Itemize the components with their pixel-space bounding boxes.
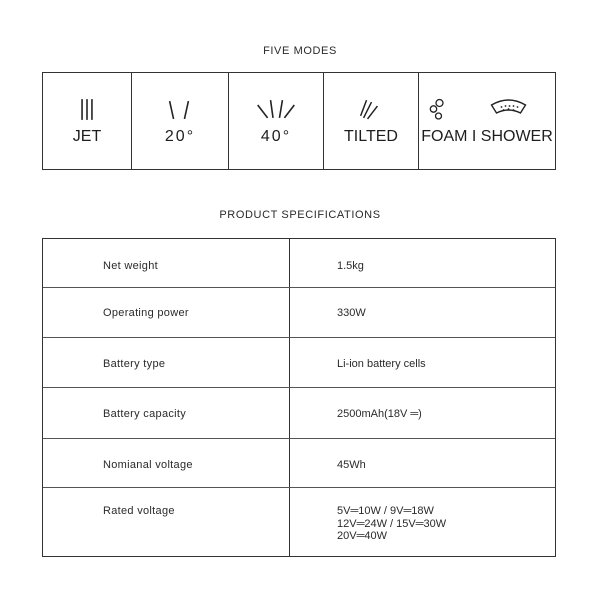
- row-divider: [43, 438, 555, 439]
- spec-value-line: 20V═40W: [337, 530, 387, 542]
- spec-key: Battery type: [103, 358, 166, 370]
- mode-tilted: [324, 73, 419, 169]
- spec-value: Li-ion battery cells: [337, 358, 426, 370]
- spec-value: [337, 505, 446, 543]
- jet-stream-icon: [43, 97, 131, 121]
- specifications-table: [42, 238, 556, 557]
- mode-20-degree: [132, 73, 229, 169]
- spec-value: 1.5kg: [337, 260, 364, 272]
- row-divider: [43, 387, 555, 388]
- mode-foam-shower-label: FOAM I SHOWER: [421, 128, 553, 145]
- mode-40-degree: [229, 73, 324, 169]
- spec-key: Battery capacity: [103, 408, 187, 420]
- fan-40-degree-icon: [229, 97, 323, 121]
- mode-40-degree-label: 40°: [260, 128, 292, 145]
- spec-key: Nomianal voltage: [103, 459, 193, 471]
- spec-value: 2500mAh(18V ═): [337, 408, 422, 420]
- mode-jet-label: JET: [72, 128, 102, 145]
- spec-value-line: 12V═24W / 15V═30W: [337, 517, 447, 530]
- modes-panel: [42, 72, 556, 170]
- fan-20-degree-icon: [132, 97, 228, 121]
- shower-head-icon: [419, 97, 555, 121]
- mode-jet: [43, 73, 132, 169]
- row-divider: [43, 337, 555, 338]
- tilted-spray-icon: [324, 97, 418, 121]
- product-specifications-heading: PRODUCT SPECIFICATIONS: [219, 209, 381, 221]
- spec-key: Net weight: [103, 260, 158, 272]
- mode-tilted-label: TILTED: [344, 128, 398, 145]
- spec-key: Rated voltage: [103, 505, 175, 517]
- row-divider: [43, 487, 555, 488]
- spec-value: 45Wh: [337, 459, 366, 471]
- spec-value: 330W: [337, 307, 366, 319]
- spec-value-line: 5V═10W / 9V═18W: [337, 505, 434, 517]
- spec-key: Operating power: [103, 307, 189, 319]
- five-modes-heading: FIVE MODES: [263, 45, 337, 57]
- mode-20-degree-label: 20°: [164, 128, 196, 145]
- mode-foam-shower: [419, 73, 555, 169]
- row-divider: [43, 287, 555, 288]
